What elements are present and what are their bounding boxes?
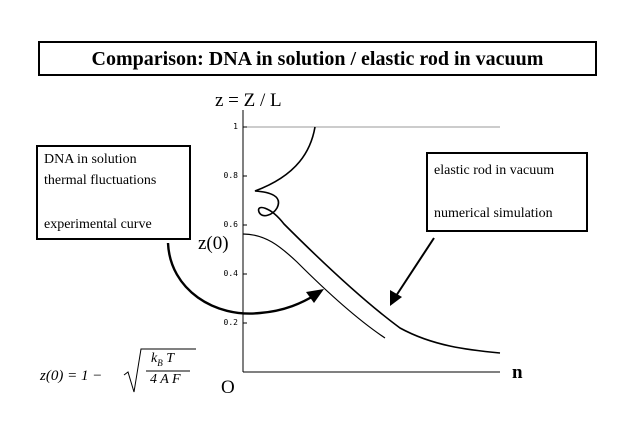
left-arrowhead xyxy=(306,289,324,303)
dna-box-line-1: DNA in solution xyxy=(44,152,137,167)
diagram-title: Comparison: DNA in solution / elastic rod in vacuum xyxy=(91,48,544,70)
y-tick-label: 0.8 xyxy=(223,171,238,180)
elastic-rod-box xyxy=(426,152,588,232)
formula-numerator: $k_B$ T xyxy=(151,351,175,368)
rod-box-line-2: numerical simulation xyxy=(434,206,553,221)
y-tick-label: 0.6 xyxy=(223,220,238,229)
y-tick-label: 0.2 xyxy=(223,318,238,327)
origin-label: O xyxy=(221,377,235,398)
y-axis-label: z = Z / L xyxy=(215,90,282,111)
y-tick-label: 0.4 xyxy=(223,269,238,278)
dna-box-line-3: experimental curve xyxy=(44,217,152,232)
dna-solution-box xyxy=(36,145,191,240)
z0-label: z(0) xyxy=(198,233,229,254)
right-annotation-arrow xyxy=(394,238,434,299)
formula-denominator: 4 A F xyxy=(150,372,181,387)
formula-lhs: z(0) = 1 − xyxy=(40,368,103,384)
y-tick-marks xyxy=(243,127,247,323)
rod-box-line-1: elastic rod in vacuum xyxy=(434,163,555,178)
x-axis-label: n xyxy=(512,362,523,383)
title-box xyxy=(38,41,597,76)
dna-box-line-2: thermal fluctuations xyxy=(44,173,157,188)
right-arrowhead xyxy=(390,290,402,306)
dna-experimental-curve xyxy=(243,234,385,338)
y-tick-label: 1 xyxy=(233,122,238,131)
